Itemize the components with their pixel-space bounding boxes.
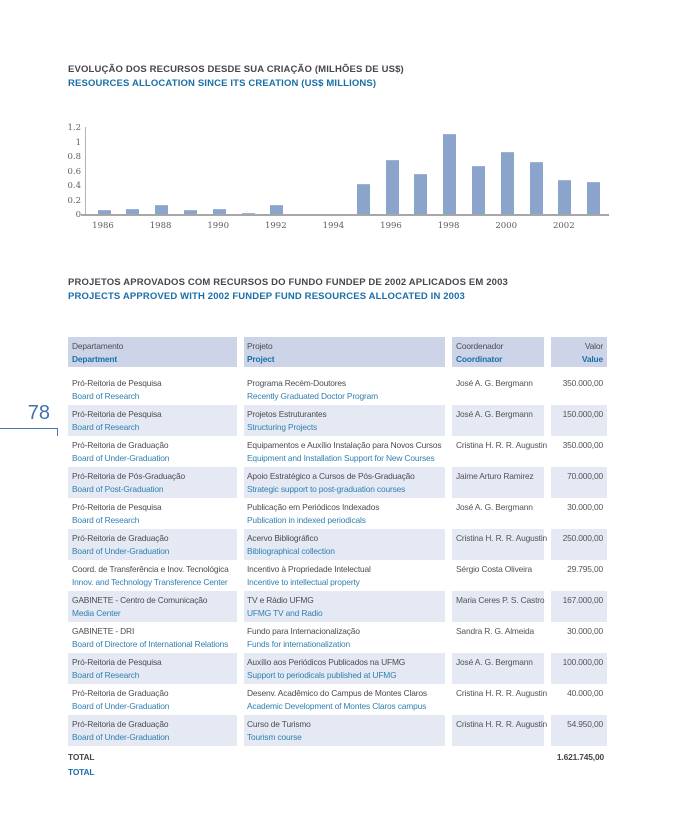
value-cell <box>551 653 607 684</box>
department-pt: Pró-Reitoria de Pesquisa <box>72 409 162 419</box>
project-en: Tourism course <box>247 732 302 742</box>
department-en: Media Center <box>72 608 121 618</box>
department-en: Board of Research <box>72 422 140 432</box>
table-row <box>68 622 608 653</box>
coordinator-cell <box>452 374 544 405</box>
value-text: 350.000,00 <box>562 378 603 388</box>
bar-1999 <box>472 166 485 215</box>
value-cell <box>551 374 607 405</box>
page-number-rule <box>0 428 57 429</box>
value-cell <box>551 591 607 622</box>
project-cell <box>244 529 445 560</box>
department-pt: Pró-Reitoria de Graduação <box>72 688 169 698</box>
project-pt: Programa Recém-Doutores <box>247 378 346 388</box>
project-en: Equipment and Installation Support for New Courses <box>247 453 435 463</box>
project-en: Structuring Projects <box>247 422 318 432</box>
coordinator-name: Cristina H. R. R. Augustin <box>456 719 548 729</box>
department-pt: Pró-Reitoria de Pós-Graduação <box>72 471 185 481</box>
table-row <box>68 529 608 560</box>
project-en: Incentive to intellectual property <box>247 577 360 587</box>
value-cell <box>551 467 607 498</box>
project-cell <box>244 498 445 529</box>
project-pt: Publicação em Periódicos Indexados <box>247 502 380 512</box>
total-label-pt: TOTAL <box>68 752 95 762</box>
bar-2001 <box>530 162 543 215</box>
value-cell <box>551 529 607 560</box>
department-en: Board of Research <box>72 670 140 680</box>
table-row <box>68 498 608 529</box>
table-row <box>68 684 608 715</box>
value-text: 350.000,00 <box>562 440 603 450</box>
department-cell <box>68 467 237 498</box>
project-pt: Apoio Estratégico a Cursos de Pós-Graduação <box>247 471 415 481</box>
x-tick-label: 1994 <box>322 221 345 231</box>
value-text: 70.000,00 <box>567 471 603 481</box>
bar-1998 <box>443 134 456 215</box>
coordinator-name: Sérgio Costa Oliveira <box>456 564 532 574</box>
coordinator-cell <box>452 467 544 498</box>
department-pt: Pró-Reitoria de Graduação <box>72 440 169 450</box>
project-pt: TV e Rádio UFMG <box>247 595 314 605</box>
department-en: Board of Under-Graduation <box>72 546 170 556</box>
bar-1996 <box>386 160 399 215</box>
department-cell <box>68 529 237 560</box>
projects-table <box>68 337 608 779</box>
project-pt: Incentivo à Propriedade Intelectual <box>247 564 371 574</box>
coordinator-name: Cristina H. R. R. Augustin <box>456 440 548 450</box>
project-cell <box>244 405 445 436</box>
resources-bar-chart <box>0 0 700 250</box>
bar-1995 <box>357 184 370 215</box>
project-en: UFMG TV and Radio <box>247 608 323 618</box>
coordinator-cell <box>452 529 548 560</box>
chart-title-en: RESOURCES ALLOCATION SINCE ITS CREATION (US$ MILLIONS) <box>68 78 377 89</box>
page-number-rule-tick <box>57 428 58 436</box>
department-cell <box>68 436 237 467</box>
department-pt: Pró-Reitoria de Pesquisa <box>72 502 162 512</box>
bar-2000 <box>501 152 514 215</box>
header-department: Departamento Department <box>68 337 237 367</box>
total-label-en: TOTAL <box>68 767 95 777</box>
table-title-pt: PROJETOS APROVADOS COM RECURSOS DO FUNDO FUNDEP DE 2002 APLICADOS EM 2003 <box>68 277 508 288</box>
project-cell <box>244 560 445 591</box>
project-cell <box>244 374 445 405</box>
value-text: 40.000,00 <box>567 688 603 698</box>
bar-2002 <box>558 180 571 215</box>
department-en: Board of Under-Graduation <box>72 453 170 463</box>
department-pt: Pró-Reitoria de Pesquisa <box>72 378 162 388</box>
coordinator-name: José A. G. Bergmann <box>456 657 533 667</box>
department-en: Board of Directore of International Relations <box>72 639 229 649</box>
table-row <box>68 374 608 405</box>
coordinator-cell <box>452 622 544 653</box>
coordinator-name: Jaime Arturo Ramirez <box>456 471 534 481</box>
department-cell <box>68 622 237 653</box>
x-tick-label: 1990 <box>207 221 229 231</box>
page-number: 78 <box>27 402 50 424</box>
coordinator-name: José A. G. Bergmann <box>456 502 533 512</box>
project-pt: Desenv. Acadêmico do Campus de Montes Claros <box>247 688 427 698</box>
project-en: Strategic support to post-graduation courses <box>247 484 406 494</box>
coordinator-cell <box>452 591 544 622</box>
project-en: Funds for internationalization <box>247 639 351 649</box>
table-title-en: PROJECTS APPROVED WITH 2002 FUNDEP FUND RESOURCES ALLOCATED IN 2003 <box>68 291 465 302</box>
department-en: Innov. and Technology Transference Center <box>72 577 228 587</box>
project-cell <box>244 653 445 684</box>
value-text: 29.795,00 <box>567 564 603 574</box>
department-pt: GABINETE - DRI <box>72 626 135 636</box>
table-row <box>68 715 608 746</box>
coordinator-cell <box>452 653 544 684</box>
x-tick-label: 1986 <box>92 221 114 231</box>
project-en: Support to periodicals published at UFMG <box>247 670 397 680</box>
coordinator-cell <box>452 405 544 436</box>
table-row <box>68 405 608 436</box>
value-text: 167.000,00 <box>562 595 603 605</box>
project-pt: Fundo para Internacionalização <box>247 626 360 636</box>
value-text: 250.000,00 <box>562 533 603 543</box>
table-header <box>68 337 608 367</box>
header-project: Projeto Project <box>244 337 445 367</box>
value-text: 150.000,00 <box>562 409 603 419</box>
department-en: Board of Research <box>72 515 140 525</box>
value-cell <box>551 715 607 746</box>
value-cell <box>551 498 607 529</box>
header-value: Valor Value <box>551 337 607 367</box>
table-row <box>68 436 608 467</box>
bar-1997 <box>414 174 427 215</box>
table-row <box>68 467 608 498</box>
x-axis-line <box>81 214 609 216</box>
coordinator-name: Cristina H. R. R. Augustin <box>456 688 548 698</box>
x-tick-label: 1992 <box>264 221 287 231</box>
project-cell <box>244 467 445 498</box>
coordinator-name: Cristina H. R. R. Augustin <box>456 533 548 543</box>
value-text: 54.950,00 <box>567 719 603 729</box>
coordinator-cell <box>452 560 544 591</box>
department-cell <box>68 684 237 715</box>
project-en: Publication in indexed periodicals <box>247 515 366 525</box>
department-pt: Coord. de Transferência e Inov. Tecnológica <box>72 564 229 574</box>
table-row <box>68 560 608 591</box>
x-tick-label: 1998 <box>437 221 460 231</box>
coordinator-name: Sandra R. G. Almeida <box>456 626 534 636</box>
project-cell <box>244 684 445 715</box>
department-pt: GABINETE - Centro de Comunicação <box>72 595 208 605</box>
table-row <box>68 653 608 684</box>
coordinator-name: José A. G. Bergmann <box>456 409 533 419</box>
chart-title-pt: EVOLUÇÃO DOS RECURSOS DESDE SUA CRIAÇÃO (MILHÕES DE US$) <box>68 64 404 75</box>
department-en: Board of Under-Graduation <box>72 701 170 711</box>
header-coordinator: Coordenador Coordinator <box>452 337 544 367</box>
project-pt: Auxílio aos Periódicos Publicados na UFMG <box>247 657 406 667</box>
coordinator-cell <box>452 684 548 715</box>
project-pt: Projetos Estruturantes <box>247 409 327 419</box>
project-pt: Equipamentos e Auxílio Instalação para Novos Cursos <box>247 440 442 450</box>
project-en: Recently Graduated Doctor Program <box>247 391 378 401</box>
y-tick-label: 0.6 <box>67 166 81 177</box>
table-row <box>68 591 608 622</box>
project-en: Academic Development of Montes Claros campus <box>247 701 427 711</box>
project-en: Bibliographical collection <box>247 546 335 556</box>
department-cell <box>68 715 237 746</box>
y-tick-label: 1 <box>75 137 81 148</box>
department-pt: Pró-Reitoria de Graduação <box>72 533 169 543</box>
y-tick-label: 0 <box>75 210 81 220</box>
department-cell <box>68 591 237 622</box>
department-cell <box>68 653 237 684</box>
value-cell <box>551 405 607 436</box>
x-tick-label: 1988 <box>149 221 172 231</box>
department-en: Board of Research <box>72 391 140 401</box>
coordinator-cell <box>452 715 548 746</box>
y-tick-label: 0.8 <box>67 152 81 162</box>
department-cell <box>68 374 237 405</box>
project-cell <box>244 436 445 467</box>
coordinator-name: Maria Ceres P. S. Castro <box>456 595 545 605</box>
value-cell <box>551 436 607 467</box>
department-en: Board of Under-Graduation <box>72 732 170 742</box>
value-text: 100.000,00 <box>562 657 603 667</box>
value-cell <box>551 622 607 653</box>
total-value: 1.621.745,00 <box>556 752 604 762</box>
table-body <box>68 374 608 746</box>
value-text: 30.000,00 <box>567 502 603 512</box>
value-cell <box>551 684 607 715</box>
project-cell <box>244 715 445 746</box>
department-cell <box>68 560 237 591</box>
value-cell <box>551 560 607 591</box>
project-cell <box>244 622 445 653</box>
x-tick-label: 1996 <box>380 221 402 231</box>
department-pt: Pró-Reitoria de Pesquisa <box>72 657 162 667</box>
total-row <box>68 750 608 764</box>
department-en: Board of Post-Graduation <box>72 484 164 494</box>
bar-2003 <box>587 182 600 215</box>
coordinator-cell <box>452 436 548 467</box>
y-tick-label: 0.2 <box>67 195 81 206</box>
x-tick-label: 2002 <box>552 221 575 231</box>
project-pt: Acervo Bibliográfico <box>247 533 319 543</box>
x-tick-label: 2000 <box>495 221 517 231</box>
y-tick-label: 1.2 <box>67 123 81 133</box>
value-text: 30.000,00 <box>567 626 603 636</box>
y-tick-label: 0.4 <box>67 181 81 191</box>
department-cell <box>68 498 237 529</box>
project-pt: Curso de Turismo <box>247 719 311 729</box>
department-cell <box>68 405 237 436</box>
table-section-titles <box>68 276 508 304</box>
bar-chart-plot <box>85 127 609 215</box>
coordinator-cell <box>452 498 544 529</box>
project-cell <box>244 591 445 622</box>
coordinator-name: José A. G. Bergmann <box>456 378 533 388</box>
department-pt: Pró-Reitoria de Graduação <box>72 719 169 729</box>
